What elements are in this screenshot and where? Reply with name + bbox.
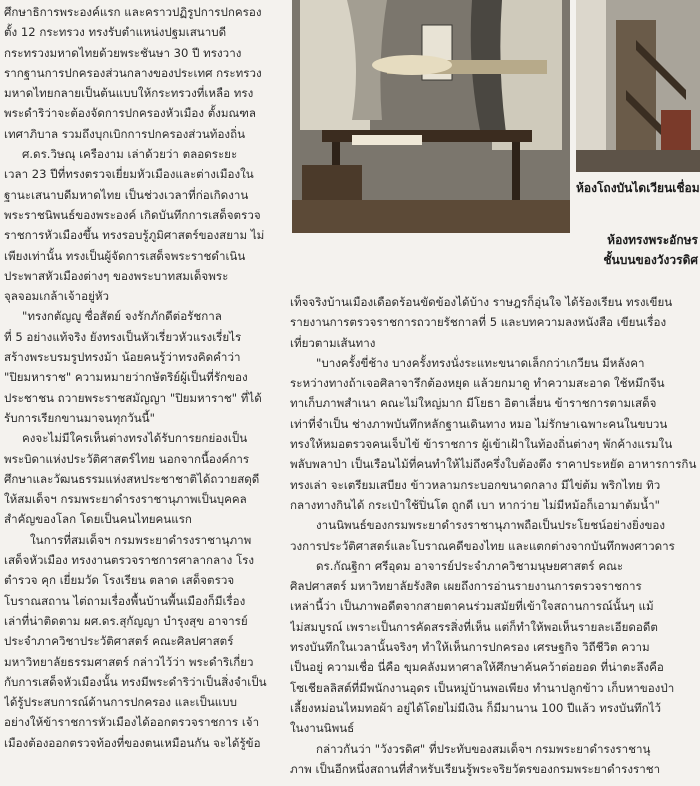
article-line: มหาวิทยาลัยธรรมศาสตร์ กล่าวไว้ว่า พระดำริเกี่ยว: [4, 654, 254, 669]
article-line: ประพาสหัวเมืองต่างๆ ของพระบาทสมเด็จพระ: [4, 268, 229, 283]
staircase-photo: [576, 0, 700, 172]
article-line: กล่าวกันว่า "วังวรดิศ" ที่ประทับของสมเด็จฯ กรมพระยาดำรงราชานุ: [316, 741, 651, 756]
article-line: จุลจอมเกล้าเจ้าอยู่หัว: [4, 289, 110, 304]
article-line: เสด็จหัวเมือง ทรงงานตรวจราชการศาลากลาง โรง: [4, 553, 255, 568]
article-line: เท่าที่จำเป็น ช่างภาพบันทึกหลักฐานเดินทาง หมอ ไม่รักษาเฉพาะคนในขบวน: [290, 416, 668, 431]
article-line: ศึกษาและวัฒนธรรมแห่งสหประชาชาติได้ถวายสดุดี: [4, 471, 260, 486]
article-line: ระหว่างทางถ้าเจอศิลาจารึกต้องหยุด แล้วยกมาดู ทำความสะอาด ใช้หมึกจีน: [290, 376, 665, 391]
article-line: พระดำริว่าจะต้องจัดการปกครองหัวเมือง ตั้งมณฑล: [4, 106, 257, 121]
article-line: รับการเรียกขานมาจนทุกวันนี้": [4, 410, 155, 425]
article-line: ประชาชน ถวายพระราชสมัญญา "ปิยมหาราช" ที่ได้: [4, 390, 262, 405]
article-line: ฐานะเสนาบดีมหาดไทย เป็นช่วงเวลาที่ก่อเกิดงาน: [4, 187, 249, 202]
article-line: เล่าที่น่าติดตาม ผศ.ดร.สุกัญญา บำรุงสุข อาจารย์: [4, 613, 248, 628]
stair-room-caption-text: ห้องโถงบันไดเวียนเชื่อม: [576, 181, 700, 195]
study-room-caption-line1: ห้องทรงพระอักษร: [607, 233, 698, 247]
article-line: ที่ 5 อย่างแท้จริง ยังทรงเป็นหัวเรี่ยวหัวแรงเรี่ยไร: [4, 329, 242, 344]
article-line: พระราชนิพนธ์ของพระองค์ เกิดบันทึกการเสด็จตรวจ: [4, 207, 261, 222]
article-line: ภาพ เป็นอีกหนึ่งสถานที่สำหรับเรียนรู้พระจริยวัตรของกรมพระยาดำรงราชา: [290, 761, 661, 776]
article-line: เที่ยวตามเส้นทาง: [290, 335, 376, 350]
article-line: "ปิยมหาราช" ความหมายว่ากษัตริย์ผู้เป็นที่รักของ: [4, 370, 248, 385]
article-line: รายงานการตรวจราชการถวายรัชกาลที่ 5 และบทความลงหนังสือ เขียนเรื่อง: [290, 315, 667, 330]
article-line: ดร.กัณฐิกา ศรีอุดม อาจารย์ประจำภาควิชามนุษยศาสตร์ คณะ: [316, 558, 624, 573]
article-line: อย่างให้ข้าราชการหัวเมืองได้ออกตรวจราชการ เจ้า: [4, 715, 260, 730]
article-line: สำคัญของโลก โดยเป็นคนไทยคนแรก: [4, 512, 192, 527]
article-line: ในการที่สมเด็จฯ กรมพระยาดำรงราชานุภาพ: [30, 532, 252, 547]
staircase-illustration: [576, 0, 700, 172]
article-line: เป็นอยู่ ความเชื่อ นี่คือ ขุมคลังมหาศาลให้ศึกษาค้นคว้าต่อยอด ที่น่าตะลึงคือ: [290, 660, 664, 675]
article-line: ศึกษาธิการพระองค์แรก และคราวปฏิรูปการปกครอง: [4, 5, 262, 19]
article-line: รากฐานการปกครองส่วนกลางของประเทศ กระทรวง: [4, 65, 262, 80]
article-line: มหาดไทยกลายเป็นต้นแบบให้กระทรวงที่เหลือ ทรง: [4, 86, 254, 101]
article-line: ศิลปศาสตร์ มหาวิทยาลัยรังสิต เผยถึงการอ่านรายงานการตรวจราชการ: [290, 579, 642, 594]
article-line: ไม่สมบูรณ์ เพราะเป็นการคัดสรรสิ่งที่เห็น แต่ก็ทำให้พอเห็นรายละเอียดอดีต: [290, 619, 658, 634]
article-line: ศ.ดร.วิษณุ เครืองาม เล่าด้วยว่า ตลอดระยะ: [22, 147, 238, 162]
article-line: ตำรวจ คุก เยี่ยมวัด โรงเรียน ตลาด เสด็จตรวจ: [4, 573, 235, 588]
article-line: เพียงเท่านั้น ทรงเป็นผู้จัดการเสด็จพระราชดำเนิน: [4, 248, 246, 263]
article-line: เหล่านี้ว่า เป็นภาพอดีตจากสายตาคนร่วมสมัยที่เข้าใจสถานการณ์นั้นๆ แม้: [290, 599, 654, 614]
article-line: กระทรวงมหาดไทยด้วยพระชันษา 30 ปี ทรงวาง: [4, 45, 242, 60]
stair-room-caption: [576, 178, 700, 198]
article-line: ในงานนิพนธ์: [290, 721, 355, 736]
study-room-caption: [500, 230, 698, 270]
study-room-photo: [292, 0, 570, 233]
article-line: ทาเก็บภาพสำเนา คณะไม่ใหญ่มาก มีโยธา อิตาเลี่ยน ข้าราชการตามเสด็จ: [290, 396, 657, 411]
article-line: โซเชียลลิสต์ที่มีพนักงานอุดร เป็นหมู่บ้านพอเพียง ทำนาปลูกข้าว เก็บหาของป่า: [290, 680, 675, 695]
article-line: ให้สมเด็จฯ กรมพระยาดำรงราชานุภาพเป็นบุคคล: [4, 492, 247, 507]
article-line: วงการประวัติศาสตร์และโบราณคดีของไทย และแตกต่างจากบันทึกพงศาวดาร: [290, 538, 675, 553]
right-article-column: [290, 292, 698, 779]
left-article-column: [4, 2, 287, 753]
article-line: ตั้ง 12 กระทรวง ทรงรับตำแหน่งปฐมเสนาบดี: [4, 25, 227, 40]
article-line: สร้างพระบรมรูปทรงม้า น้อยคนรู้ว่าทรงคิดคำว่า: [4, 350, 241, 365]
article-line: เวลา 23 ปีที่ทรงตรวจเยี่ยมหัวเมืองและต่างเมืองใน: [4, 167, 254, 182]
article-line: "บางครั้งขี่ช้าง บางครั้งทรงนั่งระแทะขนาดเล็กกว่าเกวียน มีหลังคา: [316, 355, 645, 370]
article-line: พระบิดาแห่งประวัติศาสตร์ไทย นอกจากนี้องค์การ: [4, 451, 250, 466]
article-line: เลี้ยงหม่อนไหมทอผ้า อยู่ได้โดยไม่มีเงิน ก็มีมานาน 100 ปีแล้ว ทรงบันทึกไว้: [290, 700, 662, 715]
article-line: เท็จจริงบ้านเมืองเดือดร้อนขัดข้องได้บ้าง ราษฎรก็อุ่นใจ ได้ร้องเรียน ทรงเขียน: [290, 295, 673, 309]
article-line: "ทรงกตัญญู ซื่อสัตย์ จงรักภักดีต่อรัชกาล: [22, 309, 222, 324]
article-line: ได้รู้ประสบการณ์ด้านการปกครอง และเป็นแบบ: [4, 695, 237, 710]
article-line: โบราณสถาน ไต่ถามเรื่องพื้นบ้านพื้นเมืองก็มีเรื่อง: [4, 593, 246, 608]
article-line: คงจะไม่มีใครเห็นต่างทรงได้รับการยกย่องเป็น: [22, 431, 248, 446]
article-line: ประจำภาควิชาประวัติศาสตร์ คณะศิลปศาสตร์: [4, 634, 234, 649]
study-room-illustration: [292, 0, 570, 233]
article-line: เมืองต้องออกตรวจท้องที่ของตนเหมือนกัน จะได้รู้ข้อ: [4, 735, 261, 750]
article-line: พลับพลาป่า เป็นเรือนไม้ที่คนทำให้ไม่ถึงครึ่งใบต้องตึง ราคาประหยัด อาหารการกิน: [290, 457, 697, 472]
article-line: ทรงให้หมอตรวจคนเจ็บไข้ ข้าราชการ ผู้เข้าเฝ้าในท้องถิ่นต่างๆ พักค้างแรมใน: [290, 437, 673, 452]
article-line: งานนิพนธ์ของกรมพระยาดำรงราชานุภาพถือเป็นประโยชน์อย่างยิ่งของ: [316, 518, 666, 533]
study-room-caption-line2: ชั้นบนของวังวรดิศ: [603, 253, 698, 267]
article-line: กลางทางกินได้ กระเป๋าใช้ปิ่นโต ถูกดี เบา หากว่าย ไม่มีหม้อก็เอามาต้มน้ำ": [290, 497, 661, 512]
article-line: เทศาภิบาล รวมถึงบุกเบิกการปกครองส่วนท้องถิ่น: [4, 126, 246, 141]
article-line: ทรงเล่า จะเตรียมเสบียง ข้าวหลามกระบอกขนาดกลาง มีไข่ต้ม พริกไทย ทิว: [290, 477, 661, 492]
article-line: ทรงบันทึกในเวลานั้นจริงๆ ทำให้เห็นการปกครอง เศรษฐกิจ วิถีชีวิต ความ: [290, 640, 650, 655]
article-line: กับการเสด็จหัวเมืองนั้น ทรงมีพระดำริว่าเป็นสิ่งจำเป็น: [4, 674, 267, 689]
article-line: ราชการหัวเมืองขึ้น ทรงรอบรู้ภูมิศาสตร์ของสยาม ไม่: [4, 228, 265, 243]
